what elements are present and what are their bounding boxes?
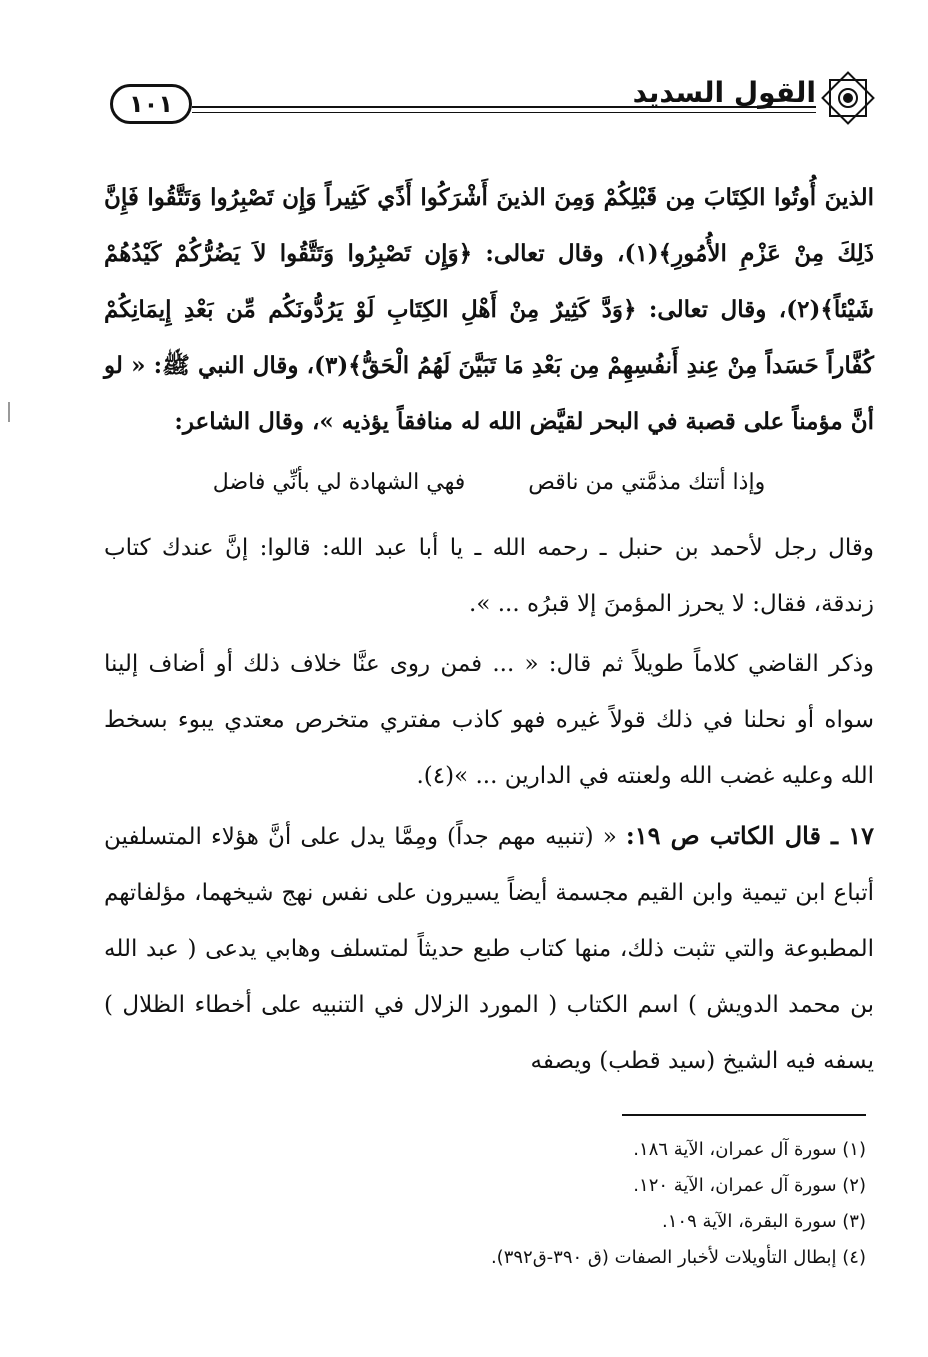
header-rule	[192, 106, 816, 108]
footnote: (٢) سورة آل عمران، الآية ١٢٠.	[633, 1175, 866, 1196]
header-rule-thin	[192, 112, 816, 113]
page-header	[110, 62, 880, 140]
footnote: (٤) إبطال التأويلات لأخبار الصفات (ق ٣٩٠-ق٣٩٢).	[490, 1247, 866, 1268]
running-title: القول السديد	[632, 76, 816, 109]
body-paragraph: الذينَ أُوتُوا الكِتَابَ مِن قَبْلِكُمْ وَمِنَ الذينَ أَشْرَكُوا أَذًي كَثِيراً وَإِن تَصْبِرُوا وَتَتَّقُوا فَإِنَّ ذَلِكَ مِنْ عَزْمِ الأُمُورِ﴾(١)، وقال تعالى: ﴿وَإِن تَصْبِرُوا وَتَتَّقُوا لاَ يَضُرُّكُمْ كَيْدُهُمْ شَيْئاً﴾(٢)، وقال تعالى: ﴿وَدَّ كَثِيرٌ مِنْ أَهْلِ الكِتَابِ لَوْ يَرُدُّونَكُم مِّن بَعْدِ إِيمَانِكُمْ كُفَّاراً حَسَداً مِنْ عِندِ أَنفُسِهِمْ مِن بَعْدِ مَا تَبَيَّنَ لَهُمُ الْحَقُّ﴾(٣)، وقال النبي ﷺ: « لو أنَّ مؤمناً على قصبة في البحر لقيَّض الله له منافقاً يؤذيه »، وقال الشاعر:	[104, 184, 874, 435]
body-paragraph: وذكر القاضي كلاماً طويلاً ثم قال: « ... فمن روى عنَّا خلاف ذلك أو أضاف إلينا سواه أو نحلنا في ذلك قولاً غيره فهو كاذب مفتري متخرص معتدي يبوء بسخط الله وعليه غضب الله ولعنته في الدارين ... »(٤).	[104, 651, 874, 789]
footnote-separator	[622, 1114, 866, 1116]
body-paragraph: وقال رجل لأحمد بن حنبل ـ رحمه الله ـ يا أبا عبد الله: قالوا: إنَّ عندك كتاب زندقة، فقال: لا يحرز المؤمنَ إلا قبرُه ... ».	[104, 535, 874, 617]
poem-first-hemistich: وإذا أتتك مذمَّتي من ناقص	[528, 470, 766, 495]
poem-verse	[104, 450, 874, 516]
page-number-badge: ١٠١	[110, 84, 192, 124]
poem-second-hemistich: فهي الشهادة لي بأنِّي فاضل	[212, 470, 466, 495]
footnote: (١) سورة آل عمران، الآية ١٨٦.	[633, 1139, 866, 1160]
footnotes	[166, 1132, 866, 1276]
section-heading: ١٧ ـ قال الكاتب ص ١٩:	[625, 821, 875, 850]
section-text: « (تنبيه مهم جداً) ومِمَّا يدل على أنَّ هؤلاء المتسلفين أتباع ابن تيمية وابن القيم مجسمة أيضاً يسيرون على نفس نهج شيخهما، مؤلفاتهم المطبوعة والتي تثبت ذلك، منها كتاب طبع حديثاً لمتسلف وهابي يدعى ( عبد الله بن محمد الدويش ) اسم الكتاب ( المورد الزلال في التنبيه على أخطاء الظلال ) يسفه فيه الشيخ (سيد قطب) ويصفه	[104, 824, 874, 1074]
scan-margin-mark	[8, 402, 10, 422]
footnote: (٣) سورة البقرة، الآية ١٠٩.	[662, 1211, 866, 1232]
page-body	[104, 170, 874, 1089]
section-paragraph	[104, 808, 874, 1089]
octagram-ornament-icon	[816, 66, 880, 130]
